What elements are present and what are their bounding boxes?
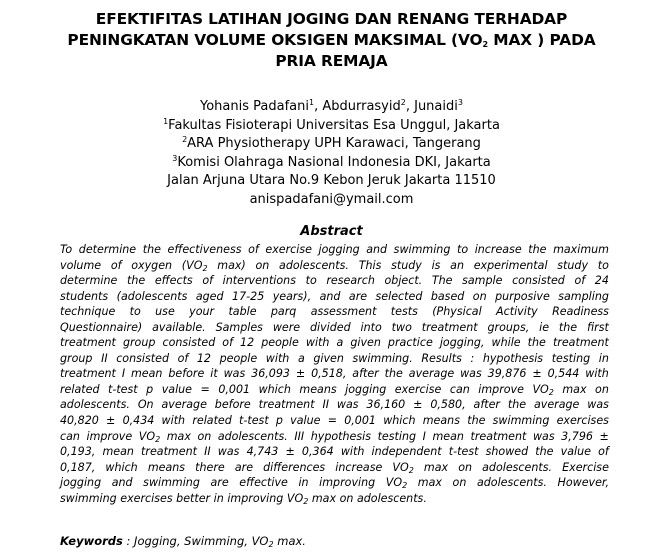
abstract-word: group — [122, 336, 156, 350]
abstract-word: 12 — [240, 336, 255, 350]
abstract-word: 17-25 — [232, 289, 265, 303]
abstract-word: was — [460, 367, 482, 381]
abstract-word: in — [598, 351, 609, 365]
abstract-word: II — [322, 398, 329, 412]
abstract-word: 0,187, — [60, 460, 96, 474]
abstract-word: jogging — [318, 243, 360, 256]
abstract-word: the — [467, 414, 486, 428]
abstract-heading: Abstract — [300, 224, 363, 239]
abstract-word: it — [210, 367, 218, 381]
abstract-word: while — [491, 336, 521, 350]
abstract-word: adolescents. — [356, 491, 427, 505]
abstract-word: with — [161, 414, 186, 428]
abstract-line — [60, 273, 609, 289]
abstract-word: mean — [432, 429, 464, 443]
abstract-word: testing — [551, 351, 591, 365]
abstract-word: of — [598, 445, 609, 459]
author-block — [0, 98, 663, 210]
abstract-word: treatment — [60, 367, 116, 381]
abstract-word: p — [275, 414, 283, 428]
abstract-word: ± — [285, 445, 295, 459]
abstract-word: ± — [599, 429, 609, 443]
keywords: Keywords : Jogging, Swimming, $VO_2$ max. — [60, 534, 306, 549]
abstract-word: on — [255, 258, 270, 272]
abstract-line — [60, 413, 609, 429]
abstract-word: people — [261, 336, 299, 350]
abstract-word: testing — [377, 429, 417, 443]
abstract-word: volume — [60, 258, 102, 272]
abstract-word: value — [560, 445, 591, 459]
abstract-word: differences — [263, 460, 326, 474]
abstract-word: However, — [557, 476, 609, 490]
abstract-word: $VO_2$ — [392, 460, 414, 475]
abstract-word: Readiness — [552, 305, 609, 319]
abstract-word: II — [204, 445, 211, 459]
abstract-word: 12 — [196, 351, 211, 365]
abstract-word: on — [339, 491, 354, 505]
abstract-word: oxygen — [131, 258, 173, 272]
abstract-word: improve — [86, 429, 133, 443]
abstract-word: into — [360, 320, 382, 334]
abstract-word: 0,580, — [430, 398, 466, 412]
abstract-word: before — [214, 398, 251, 412]
abstract-word: with — [265, 351, 290, 365]
abstract-word: a — [297, 351, 305, 365]
abstract-word: 0,001 — [344, 414, 376, 428]
abstract-word: value — [290, 414, 321, 428]
abstract-line — [60, 460, 609, 476]
abstract-word: study — [391, 258, 422, 272]
abstract-word: use — [155, 305, 175, 319]
abstract-word: = — [327, 414, 337, 428]
abstract-word: max — [417, 476, 442, 490]
abstract-word: table — [228, 305, 257, 319]
abstract-word: 0,364 — [301, 445, 334, 459]
abstract-word: the — [142, 243, 161, 256]
abstract-word: The — [431, 274, 453, 288]
abstract-word: $VO_2$ — [532, 382, 554, 397]
abstract-word: t-test — [448, 445, 479, 459]
abstract-word: was — [532, 429, 555, 443]
abstract-word: there — [195, 460, 225, 474]
abstract-word: the — [558, 320, 578, 334]
abstract-word: improving — [227, 491, 284, 505]
abstract-word: is — [431, 258, 441, 272]
abstract-word: which — [258, 382, 291, 396]
abstract-word: of — [574, 274, 586, 288]
abstract-word: II — [101, 351, 108, 365]
abstract-word: before — [168, 367, 205, 381]
abstract-word: consisted — [512, 274, 565, 288]
abstract-word: the — [507, 398, 527, 412]
abstract-word: of — [177, 351, 189, 365]
abstract-word: the — [528, 243, 547, 256]
abstract-word: average — [533, 398, 580, 412]
abstract-word: of — [248, 243, 259, 256]
abstract-word: swimming — [60, 491, 117, 505]
abstract-word: $VO_2$ — [286, 491, 309, 506]
abstract-word: On — [137, 398, 154, 412]
abstract-word: a — [336, 336, 344, 350]
abstract-word: Activity — [496, 305, 538, 319]
abstract-word: To — [60, 243, 73, 256]
author-names: Yohanis Padafani$^1$, Abdurrasyid$^2$, Junaidi$^3$ — [200, 98, 463, 114]
abstract-word: are — [210, 476, 229, 490]
title-line-3: PRIA REMAJA — [275, 52, 388, 70]
abstract-word: adolescents. — [217, 429, 288, 443]
abstract-word: swimming — [492, 414, 550, 428]
address: Jalan Arjuna Utara No.9 Kebon Jeruk Jakarta 11510 — [167, 173, 496, 189]
abstract-word: based — [430, 289, 465, 303]
abstract-word: means — [147, 460, 186, 474]
abstract-word: 24 — [594, 274, 609, 288]
abstract-word: given — [313, 351, 344, 365]
abstract-word: hypothesis — [310, 429, 372, 443]
abstract-word: of — [202, 274, 214, 288]
abstract-word: of — [222, 336, 233, 350]
abstract-word: adolescents. — [279, 258, 349, 272]
abstract-word: research — [326, 274, 375, 288]
abstract-word: two — [391, 320, 412, 334]
abstract-word: the — [384, 367, 403, 381]
abstract-word: $VO_2$ — [385, 476, 408, 491]
abstract-word: means — [422, 414, 460, 428]
abstract-word: (adolescents — [116, 289, 188, 303]
abstract-word: hypothesis — [482, 351, 544, 365]
abstract-word: and — [111, 476, 133, 490]
abstract-word: object. — [384, 274, 423, 288]
abstract-word: aged — [195, 289, 224, 303]
abstract-word: on — [472, 289, 487, 303]
abstract-word: 0,001 — [218, 382, 251, 396]
abstract-word: interventions — [222, 274, 296, 288]
abstract-word: : — [470, 351, 475, 365]
abstract-word: ± — [106, 414, 116, 428]
abstract-word: assessment — [310, 305, 377, 319]
abstract-word: parq — [270, 305, 297, 319]
abstract-line — [60, 258, 609, 274]
abstract-word: in — [298, 476, 309, 490]
abstract-word: the — [535, 445, 554, 459]
abstract-word: to — [456, 243, 469, 256]
title-line-2: PENINGKATAN VOLUME OKSIGEN MAKSIMAL ($VO_2$ MAX ) PADA — [67, 31, 596, 49]
abstract-word: Samples — [215, 320, 263, 334]
abstract-line — [60, 382, 609, 398]
abstract-word: max — [562, 382, 587, 396]
abstract-word: independent — [371, 445, 442, 459]
abstract-word: swimming — [393, 243, 451, 256]
abstract-word: 40,820 — [60, 414, 99, 428]
abstract-word: increase — [474, 243, 522, 256]
abstract-word: exercises — [120, 491, 173, 505]
abstract-word: exercise — [265, 243, 312, 256]
abstract-word: the — [527, 336, 546, 350]
abstract-word: ± — [295, 367, 306, 381]
abstract-word: p — [146, 382, 154, 396]
abstract-word: treatment — [470, 429, 527, 443]
abstract-word: mean — [102, 445, 134, 459]
abstract-word: 0,518, — [311, 367, 347, 381]
abstract-line — [60, 397, 609, 413]
abstract-word: on — [458, 460, 473, 474]
abstract-word: Results — [421, 351, 462, 365]
abstract-word: after — [352, 367, 379, 381]
abstract-line — [60, 366, 609, 382]
abstract-word: sample — [462, 274, 503, 288]
abstract-line — [60, 351, 609, 367]
abstract-word: first — [587, 320, 609, 334]
abstract-word: group — [60, 351, 93, 365]
abstract-word: related — [192, 414, 232, 428]
abstract-line — [60, 444, 609, 460]
abstract-line — [60, 320, 609, 336]
abstract-word: on — [452, 476, 467, 490]
abstract-word: tests — [390, 305, 418, 319]
abstract-word: adolescents. — [60, 398, 130, 412]
abstract-word: showed — [485, 445, 529, 459]
abstract-word: exercises — [556, 414, 609, 428]
abstract-word: your — [189, 305, 215, 319]
abstract-word: swimming — [143, 476, 200, 490]
abstract-word: with — [585, 367, 609, 381]
abstract-word: (Physical — [432, 305, 482, 319]
abstract-word: practice — [387, 336, 433, 350]
abstract-line — [60, 242, 609, 258]
abstract-word: average — [161, 398, 207, 412]
abstract-body — [60, 242, 609, 506]
abstract-line — [60, 475, 609, 491]
abstract-word: given — [350, 336, 381, 350]
abstract-word: after — [473, 398, 500, 412]
abstract-word: ie — [539, 320, 550, 334]
abstract-word: was — [217, 445, 240, 459]
abstract-word: $VO_2$ — [138, 429, 161, 444]
abstract-word: mean — [131, 367, 163, 381]
abstract-word: increase — [335, 460, 383, 474]
abstract-word: ± — [532, 367, 542, 381]
abstract-word: to — [305, 274, 317, 288]
abstract-word: are — [234, 460, 254, 474]
abstract-word: students — [60, 289, 109, 303]
abstract-word: are — [348, 289, 368, 303]
abstract-word: consisted — [116, 351, 169, 365]
abstract-word: can — [449, 382, 470, 396]
paper-title — [20, 9, 643, 72]
abstract-word: on — [197, 429, 212, 443]
abstract-word: experimental — [473, 258, 548, 272]
abstract-word: study — [557, 258, 589, 272]
abstract-word: of — [110, 258, 122, 272]
abstract-word: treatment — [60, 336, 116, 350]
abstract-word: which — [383, 414, 416, 428]
abstract-word: an — [450, 258, 465, 272]
title-line-1: EFEKTIFITAS LATIHAN JOGING DAN RENANG TERHADAP — [95, 10, 568, 28]
abstract-word: effects — [154, 274, 193, 288]
abstract-word: can — [60, 429, 80, 443]
abstract-word: ± — [413, 398, 423, 412]
abstract-word: I — [121, 367, 126, 381]
abstract-word: 0,193, — [60, 445, 96, 459]
abstract-word: and — [366, 243, 388, 256]
abstract-word: treatment — [141, 445, 197, 459]
abstract-word: value — [161, 382, 193, 396]
abstract-word: divided — [309, 320, 351, 334]
abstract-word: exercise — [394, 382, 442, 396]
email-link[interactable]: anispadafani@ymail.com — [249, 191, 414, 207]
abstract-word: with — [340, 445, 365, 459]
abstract-word: the — [126, 274, 146, 288]
abstract-word: determine — [60, 274, 118, 288]
affiliation-2: $^2$ARA Physiotherapy UPH Karawaci, Tangerang — [182, 135, 481, 152]
abstract-word: adolescents. — [482, 460, 553, 474]
abstract-word: 4,743 — [246, 445, 279, 459]
abstract-word: average — [408, 367, 455, 381]
abstract-word: better — [176, 491, 211, 505]
abstract-word: This — [358, 258, 382, 272]
abstract-word: Questionnaire) — [60, 320, 143, 334]
abstract-line — [60, 304, 609, 320]
abstract-word: 3,796 — [561, 429, 593, 443]
abstract-word: was — [587, 398, 609, 412]
abstract-word: t-test — [239, 414, 269, 428]
abstract-line — [60, 289, 609, 305]
abstract-word: technique — [60, 305, 116, 319]
abstract-word: jogging — [60, 476, 102, 490]
affiliation-3: $^3$Komisi Olahraga Nasional Indonesia DKI, Jakarta — [172, 153, 491, 170]
affiliation-1: $^1$Fakultas Fisioterapi Universitas Esa Unggul, Jakarta — [163, 116, 500, 133]
abstract-line — [60, 335, 609, 351]
abstract-word: treatment — [552, 336, 609, 350]
abstract-word: 39,876 — [487, 367, 527, 381]
abstract-word: treatment — [258, 398, 315, 412]
abstract-word: max) — [217, 258, 246, 272]
abstract-word: jogging — [345, 382, 387, 396]
abstract-word: 0,544 — [547, 367, 580, 381]
abstract-word: consisted — [162, 336, 216, 350]
abstract-word: with — [305, 336, 330, 350]
abstract-word: 0,434 — [122, 414, 155, 428]
abstract-word: max — [311, 491, 337, 505]
abstract-word: jogging, — [439, 336, 485, 350]
abstract-word: people — [219, 351, 258, 365]
abstract-word: and — [319, 289, 341, 303]
abstract-word: max — [423, 460, 449, 474]
abstract-word: I — [422, 429, 426, 443]
abstract-word: sampling — [558, 289, 609, 303]
abstract-word: effective — [239, 476, 288, 490]
abstract-word: 36,160 — [366, 398, 406, 412]
abstract-word: to — [597, 258, 609, 272]
abstract-word: effectiveness — [167, 243, 242, 256]
abstract-word: were — [272, 320, 301, 334]
abstract-word: which — [105, 460, 138, 474]
abstract-line — [60, 491, 609, 507]
abstract-word: t-test — [107, 382, 138, 396]
abstract-word: on — [595, 382, 609, 396]
abstract-line — [60, 429, 609, 445]
abstract-word: years), — [272, 289, 312, 303]
abstract-word: maximum — [553, 243, 609, 256]
abstract-word: swimming. — [352, 351, 413, 365]
abstract-word: improve — [478, 382, 524, 396]
abstract-word: treatment — [421, 320, 478, 334]
abstract-word: 36,093 — [251, 367, 290, 381]
abstract-word: = — [200, 382, 210, 396]
abstract-word: was — [223, 367, 246, 381]
abstract-word: determine — [78, 243, 137, 256]
abstract-word: purposive — [495, 289, 550, 303]
abstract-word: ($VO_2$ — [181, 258, 208, 273]
abstract-word: selected — [375, 289, 423, 303]
abstract-word: available. — [152, 320, 206, 334]
abstract-word: III — [294, 429, 305, 443]
abstract-word: max — [166, 429, 191, 443]
abstract-word: Exercise — [562, 460, 609, 474]
abstract-word: groups, — [487, 320, 530, 334]
abstract-word: improving — [319, 476, 376, 490]
abstract-word: means — [299, 382, 337, 396]
abstract-word: in — [213, 491, 224, 505]
abstract-word: was — [336, 398, 359, 412]
abstract-word: adolescents. — [476, 476, 547, 490]
abstract-word: related — [60, 382, 100, 396]
abstract-word: to — [129, 305, 141, 319]
